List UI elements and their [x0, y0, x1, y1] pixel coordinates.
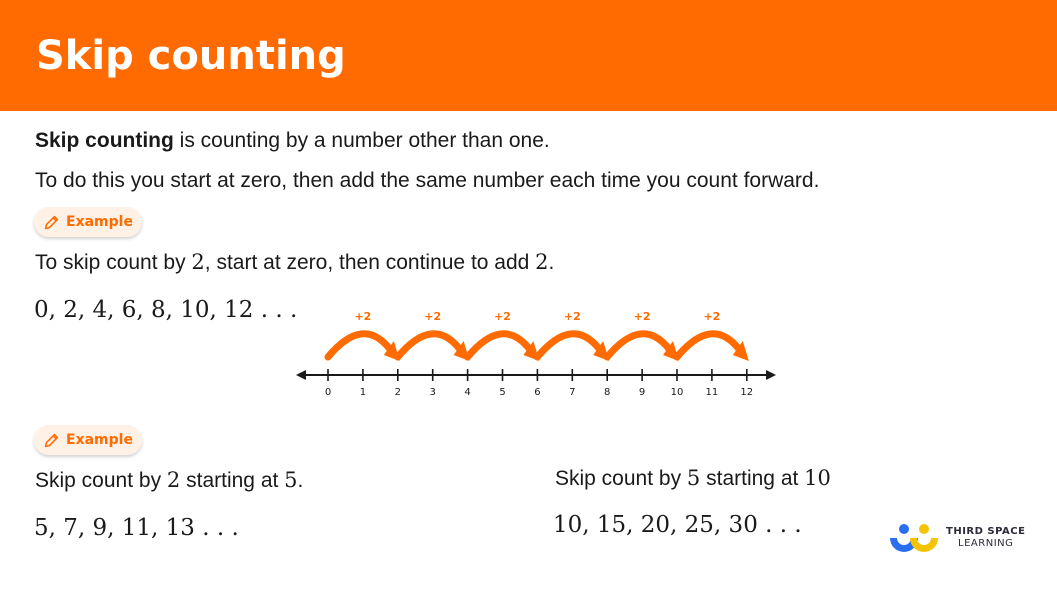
logo-line2: LEARNING [958, 538, 1014, 549]
example2-left-sequence: 5, 7, 9, 11, 13 . . . [34, 515, 239, 541]
number-line [290, 295, 780, 405]
jump-arc [537, 334, 599, 357]
jump-arc [607, 334, 669, 357]
number-line-right-arrow [766, 370, 776, 380]
example1-num-a: 2 [191, 250, 205, 274]
number-line-tick-label: 5 [499, 387, 506, 398]
jump-label: +2 [494, 310, 511, 323]
logo-line1: THIRD SPACE [946, 526, 1026, 537]
example1-instruction: To skip count by 2, start at zero, then continue to add 2. [35, 250, 555, 274]
number-line-tick-label: 3 [429, 387, 436, 398]
page-title: Skip counting [36, 33, 346, 79]
example1-num-b: 2 [535, 250, 549, 274]
pencil-icon [43, 432, 60, 449]
example1-sequence: 0, 2, 4, 6, 8, 10, 12 . . . [34, 297, 298, 323]
jump-label: +2 [633, 310, 651, 323]
number-line-tick-label: 1 [359, 387, 367, 398]
example-badge-1 [34, 207, 142, 237]
number-line-tick-label: 0 [324, 387, 332, 398]
logo-icon [888, 522, 938, 554]
example-badge-label: Example [66, 432, 133, 448]
number-line-tick-label: 11 [705, 387, 719, 398]
number-line-tick-label: 9 [638, 387, 646, 398]
number-line-tick-label: 2 [394, 387, 401, 398]
jump-label: +2 [703, 310, 721, 323]
jump-label: +2 [354, 310, 372, 323]
number-line-tick-label: 4 [464, 387, 471, 398]
definition-term: Skip counting [35, 129, 174, 152]
example2-left-instruction: Skip count by 2 starting at 5. [35, 468, 304, 492]
jump-arc [328, 334, 390, 357]
number-line-tick-label: 8 [604, 387, 611, 398]
pencil-icon [43, 214, 60, 231]
jump-arc [398, 334, 460, 357]
example-badge-2 [34, 425, 142, 455]
jump-label: +2 [424, 310, 442, 323]
number-line-tick-label: 7 [569, 387, 576, 398]
jump-arc [468, 334, 530, 357]
third-space-learning-logo [888, 522, 1025, 554]
example2-right-instruction: Skip count by 5 starting at 10 [555, 466, 831, 490]
example2-right-sequence: 10, 15, 20, 25, 30 . . . [553, 512, 802, 538]
number-line-left-arrow [296, 370, 306, 380]
definition-line [35, 127, 550, 155]
definition-text: is counting by a number other than one. [173, 129, 550, 152]
number-line-tick-label: 10 [670, 387, 684, 398]
number-line-tick-label: 6 [534, 387, 541, 398]
instruction-line: To do this you start at zero, then add the same number each time you count forward. [35, 169, 820, 192]
number-line-tick-label: 12 [740, 387, 754, 398]
header-banner [0, 0, 1057, 111]
jump-label: +2 [563, 310, 581, 323]
jump-arc [677, 334, 739, 357]
example-badge-label: Example [66, 214, 133, 230]
